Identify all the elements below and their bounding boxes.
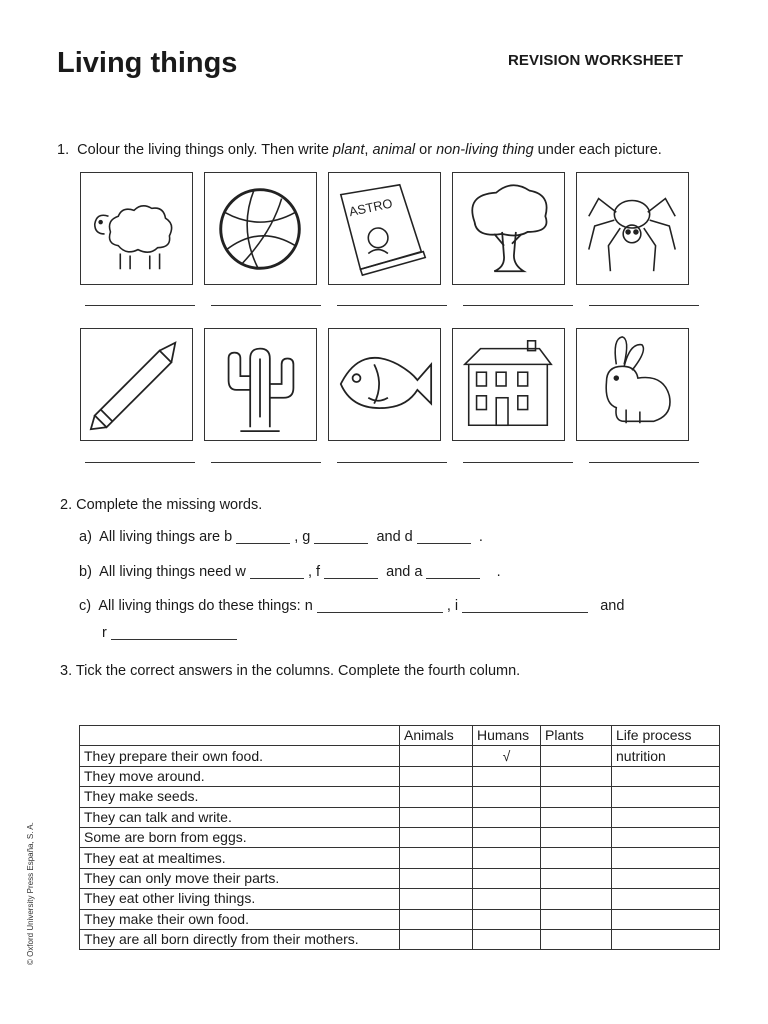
worksheet-badge: REVISION WORKSHEET <box>508 52 684 69</box>
answer-blank[interactable] <box>314 542 368 544</box>
answer-line[interactable] <box>85 305 195 306</box>
answer-cell[interactable] <box>541 909 612 929</box>
answer-blank[interactable] <box>111 638 237 640</box>
house-icon <box>453 329 564 440</box>
column-header: Plants <box>541 726 612 746</box>
answer-line[interactable] <box>337 305 447 306</box>
answer-line[interactable] <box>589 305 699 306</box>
answer-cell[interactable] <box>473 807 541 827</box>
picture-box[interactable] <box>576 328 689 441</box>
answer-cell[interactable] <box>541 746 612 766</box>
rabbit-icon <box>577 329 688 440</box>
answer-cell[interactable] <box>612 827 720 847</box>
answer-cell[interactable] <box>612 909 720 929</box>
table-header-row <box>80 726 720 746</box>
statement-cell: They eat other living things. <box>80 889 400 909</box>
answer-blank[interactable] <box>317 611 443 613</box>
picture-box[interactable] <box>204 328 317 441</box>
statement-cell: They can talk and write. <box>80 807 400 827</box>
answer-cell[interactable] <box>473 766 541 786</box>
picture-box[interactable] <box>452 172 565 285</box>
answer-line[interactable] <box>85 462 195 463</box>
answer-cell[interactable] <box>612 787 720 807</box>
answer-cell[interactable] <box>541 827 612 847</box>
answer-line[interactable] <box>337 462 447 463</box>
fish-icon <box>329 329 440 440</box>
answer-cell[interactable] <box>541 766 612 786</box>
answer-line[interactable] <box>463 462 573 463</box>
column-header: Life process <box>612 726 720 746</box>
answer-cell[interactable]: nutrition <box>612 746 720 766</box>
answer-cell[interactable] <box>541 848 612 868</box>
table-row <box>80 787 720 807</box>
answer-cell[interactable] <box>400 929 473 949</box>
question-2c: c) All living things do these things: n , i and <box>79 598 625 614</box>
table-row <box>80 807 720 827</box>
tree-icon <box>453 173 564 284</box>
answer-cell[interactable] <box>400 889 473 909</box>
answer-cell[interactable] <box>612 848 720 868</box>
answer-cell[interactable] <box>612 929 720 949</box>
picture-box[interactable] <box>576 172 689 285</box>
answer-cell[interactable]: √ <box>473 746 541 766</box>
statement-cell: They prepare their own food. <box>80 746 400 766</box>
sheep-icon <box>81 173 192 284</box>
answer-line[interactable] <box>463 305 573 306</box>
svg-text:ASTRO: ASTRO <box>347 195 394 220</box>
answer-cell[interactable] <box>400 909 473 929</box>
table-row <box>80 909 720 929</box>
answer-cell[interactable] <box>612 807 720 827</box>
table-row <box>80 929 720 949</box>
answers-table <box>79 725 720 950</box>
answer-blank[interactable] <box>426 577 480 579</box>
pencil-icon <box>81 329 192 440</box>
answer-cell[interactable] <box>473 868 541 888</box>
column-header: Humans <box>473 726 541 746</box>
answer-blank[interactable] <box>324 577 378 579</box>
answer-cell[interactable] <box>612 889 720 909</box>
picture-box[interactable] <box>328 172 441 285</box>
page-title: Living things <box>57 47 238 79</box>
answer-cell[interactable] <box>400 827 473 847</box>
answer-cell[interactable] <box>541 787 612 807</box>
answer-cell[interactable] <box>473 909 541 929</box>
answer-cell[interactable] <box>473 929 541 949</box>
picture-box[interactable] <box>80 172 193 285</box>
question-1: 1. Colour the living things only. Then write plant, animal or non-living thing under each picture. <box>57 142 662 158</box>
statement-cell: They make their own food. <box>80 909 400 929</box>
answer-cell[interactable] <box>400 848 473 868</box>
copyright-notice: © Oxford University Press España, S. A. <box>26 822 35 965</box>
spider-icon <box>577 173 688 284</box>
answer-line[interactable] <box>211 305 321 306</box>
answer-blank[interactable] <box>417 542 471 544</box>
statement-cell: They can only move their parts. <box>80 868 400 888</box>
answer-blank[interactable] <box>462 611 588 613</box>
table-row <box>80 848 720 868</box>
table-row <box>80 827 720 847</box>
answer-line[interactable] <box>211 462 321 463</box>
answer-cell[interactable] <box>400 807 473 827</box>
answer-lines-row-2 <box>85 462 699 463</box>
answer-cell[interactable] <box>400 868 473 888</box>
table-row <box>80 868 720 888</box>
answer-line[interactable] <box>589 462 699 463</box>
picture-box[interactable] <box>204 172 317 285</box>
cactus-icon <box>205 329 316 440</box>
answer-blank[interactable] <box>236 542 290 544</box>
answer-cell[interactable] <box>400 787 473 807</box>
answer-cell[interactable] <box>400 766 473 786</box>
picture-box[interactable] <box>80 328 193 441</box>
statement-cell: They are all born directly from their mothers. <box>80 929 400 949</box>
answer-lines-row-1 <box>85 305 699 306</box>
answer-cell[interactable] <box>541 807 612 827</box>
question-number: 1. <box>57 142 70 158</box>
question-2c-continued: r <box>102 625 237 641</box>
answer-cell[interactable] <box>612 766 720 786</box>
answer-cell[interactable] <box>612 868 720 888</box>
question-2b: b) All living things need w , f and a . <box>79 564 501 580</box>
picture-row-2 <box>80 328 689 441</box>
answer-cell[interactable] <box>541 868 612 888</box>
statement-cell: They move around. <box>80 766 400 786</box>
statement-cell: Some are born from eggs. <box>80 827 400 847</box>
answer-cell[interactable] <box>473 787 541 807</box>
answer-cell[interactable] <box>541 929 612 949</box>
question-2-heading: 2. Complete the missing words. <box>60 497 263 513</box>
picture-box[interactable] <box>328 328 441 441</box>
table-row <box>80 766 720 786</box>
ball-icon <box>205 173 316 284</box>
table-row <box>80 889 720 909</box>
picture-row-1 <box>80 172 689 285</box>
question-2a: a) All living things are b , g and d . <box>79 529 483 545</box>
column-header <box>80 726 400 746</box>
answer-cell[interactable] <box>541 889 612 909</box>
picture-box[interactable] <box>452 328 565 441</box>
answer-cell[interactable] <box>473 848 541 868</box>
answer-cell[interactable] <box>400 746 473 766</box>
answer-blank[interactable] <box>250 577 304 579</box>
question-3-heading: 3. Tick the correct answers in the columns. Complete the fourth column. <box>60 663 521 679</box>
statement-cell: They eat at mealtimes. <box>80 848 400 868</box>
statement-cell: They make seeds. <box>80 787 400 807</box>
book-icon <box>329 173 440 284</box>
column-header: Animals <box>400 726 473 746</box>
table-row <box>80 746 720 766</box>
answer-cell[interactable] <box>473 827 541 847</box>
answer-cell[interactable] <box>473 889 541 909</box>
